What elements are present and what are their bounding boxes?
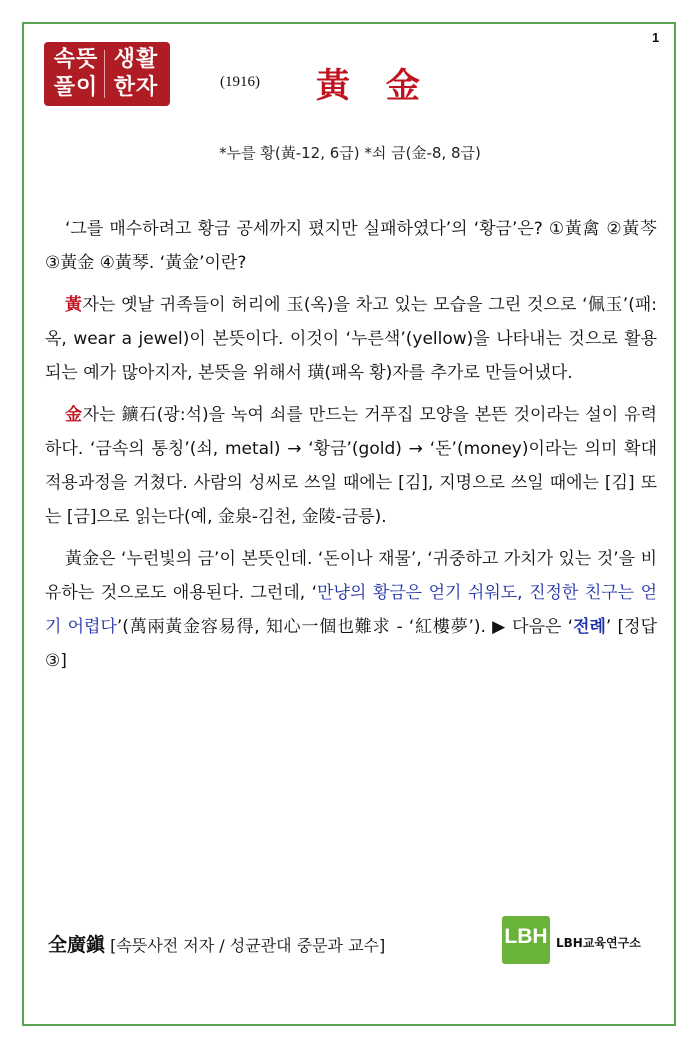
paragraph-geum-text: 자는 鑛石(광:석)을 녹여 쇠를 만드는 거푸집 모양을 본뜬 것이라는 설이 유력하다. ‘금속의 통칭’(쇠, metal) → ‘황금’(gold) → ‘돈’(money)이라는 의미 확대 적용과정을 거쳤다. 사람의 성씨로 쓰일 때에는 [김], 지명으로 쓰일 때에는 [김] 또는 [금]으로 읽는다(예, 金泉-김천, 金陵-금릉). — [45, 405, 658, 527]
issue-number: (1916) — [220, 74, 260, 90]
lead-char-hwang: 黃 — [65, 295, 83, 315]
article-body — [45, 212, 657, 686]
paragraph-meaning — [45, 542, 657, 678]
logo-text-right: 생활한자 — [113, 47, 159, 100]
lead-char-geum: 金 — [65, 405, 83, 425]
page-title: 黃 金 — [316, 66, 432, 106]
meaning-text-2: ’(萬兩黃金容易得, 知心一個也難求 - ‘紅樓夢’). ▶ 다음은 ‘ — [116, 617, 574, 637]
paragraph-geum — [45, 398, 657, 534]
next-topic: 전례 — [573, 617, 606, 637]
org-logo-icon: LBH — [502, 916, 550, 964]
author-name: 全廣鎭 — [48, 934, 106, 956]
meaning-text-1: 黃金은 ‘누런빛의 금’이 본뜻인데. ‘돈이나 재물’, ‘귀중하고 가치가 있는 것’을 비유하는 것으로도 애용된다. 그런데, ‘ — [45, 549, 657, 603]
page-number: 1 — [652, 30, 660, 45]
series-logo — [44, 42, 170, 106]
author-title: [속뜻사전 저자 / 성균관대 중문과 교수] — [110, 936, 386, 955]
org-name: LBH교육연구소 — [556, 936, 641, 950]
paragraph-hwang-text: 자는 옛날 귀족들이 허리에 玉(옥)을 차고 있는 모습을 그린 것으로 ‘佩玉’(패:옥, wear a jewel)이 본뜻이다. 이것이 ‘누른색’(yellow)을 나타내는 것으로 활용되는 예가 많아지자, 본뜻을 위해서 璜(패옥 황)자를 추가로 만들어냈다. — [45, 295, 657, 383]
character-info: *누를 황(黃-12, 6급) *쇠 금(金-8, 8급) — [219, 144, 481, 162]
author-credit — [48, 930, 385, 957]
meaning-text-3: ’ [정답 ③] — [45, 617, 657, 671]
paragraph-question: ‘그를 매수하려고 황금 공세까지 폈지만 실패하였다’의 ‘황금’은? ①黃禽 ②黃芩 ③黃金 ④黃琴. ‘黃金’이란? — [45, 219, 657, 273]
proverb-quote: 만냥의 황금은 얻기 쉬워도, 진정한 친구는 얻기 어렵다 — [45, 583, 657, 637]
paragraph-hwang — [45, 288, 657, 390]
logo-divider — [104, 50, 105, 98]
logo-text-left: 속뜻풀이 — [53, 47, 99, 100]
